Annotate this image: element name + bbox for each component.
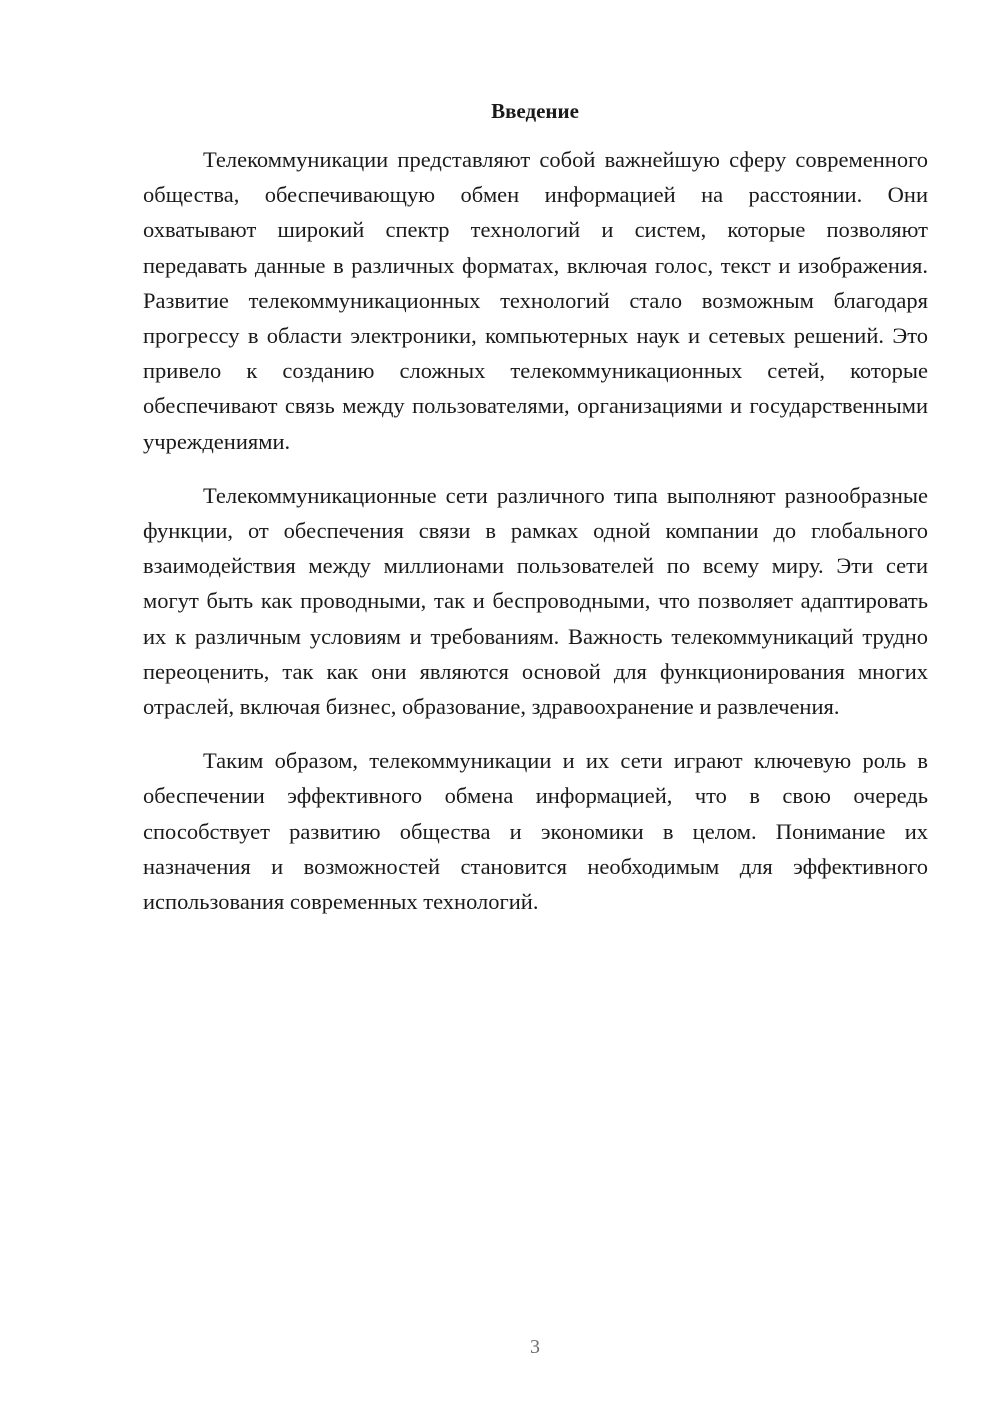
body-text [143, 142, 928, 938]
section-title: Введение [491, 99, 579, 123]
paragraph-3: Таким образом, телекоммуникации и их сети играют ключевую роль в обеспечении эффективного обмена информацией, что в свою очередь способствует развитию общества и экономики в целом. Понимание их назначения и возможностей становится необходимым для эффективного использования современных технологий. [143, 748, 928, 915]
paragraph-2: Телекоммуникационные сети различного типа выполняют разнообразные функции, от обеспечения связи в рамках одной компании до глобального взаимодействия между миллионами пользователей по всему миру. Эти сети могут быть как проводными, так и беспроводными, что позволяет адаптировать их к различным условиям и требованиям. Важность телекоммуникаций трудно переоценить, так как они являются основой для функционирования многих отраслей, включая бизнес, образование, здравоохранение и развлечения. [143, 482, 928, 720]
page-number: 3 [530, 1336, 540, 1358]
paragraph-1: Телекоммуникации представляют собой важнейшую сферу современного общества, обеспечивающую обмен информацией на расстоянии. Они охватывают широкий спектр технологий и систем, которые позволяют передавать данные в различных форматах, включая голос, текст и изображения. Развитие телекоммуникационных технологий стало возможным благодаря прогрессу в области электроники, компьютерных наук и сетевых решений. Это привело к созданию сложных телекоммуникационных сетей, которые обеспечивают связь между пользователями, организациями и государственными учреждениями. [143, 147, 928, 454]
